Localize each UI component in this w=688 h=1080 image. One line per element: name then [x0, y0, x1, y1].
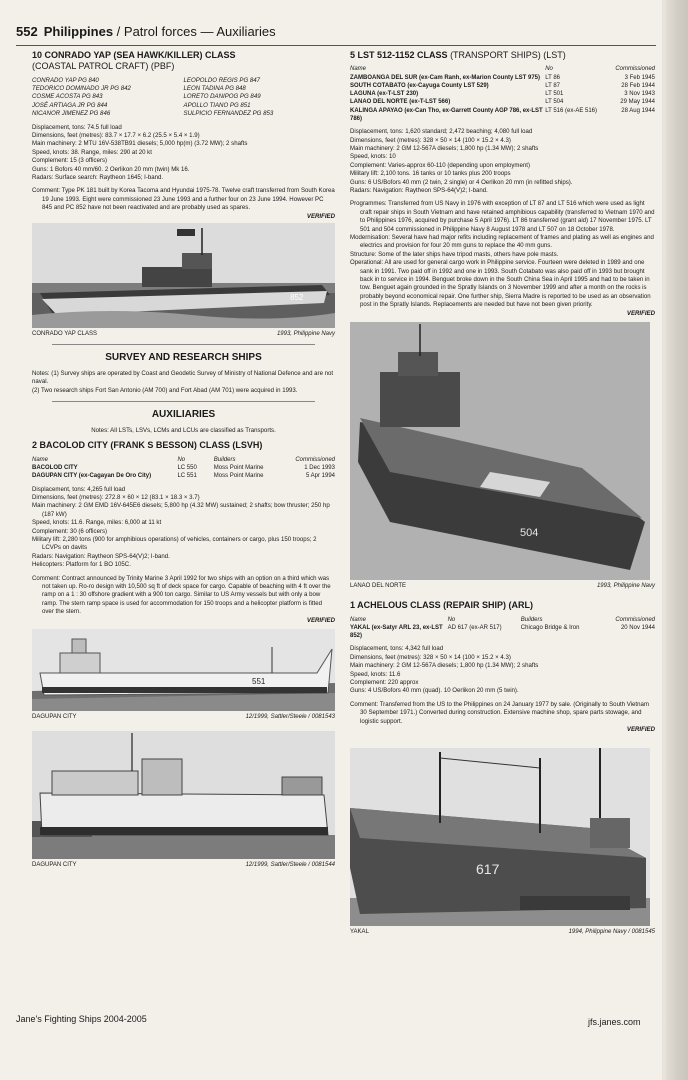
spec-line: Complement: Varies-approx 60-110 (depending upon employment) — [350, 161, 530, 169]
verified-label: VERIFIED — [306, 616, 335, 624]
names-left — [32, 77, 184, 119]
auxiliaries-heading: AUXILIARIES — [151, 409, 216, 421]
achelous-specs — [350, 645, 655, 695]
ship-name: COSME ACOSTA PG 843 — [32, 93, 103, 101]
caption-label: DAGUPAN CITY — [32, 862, 77, 869]
dagupan-photo-2 — [32, 731, 335, 859]
table-cell: KALINGA APAYAO (ex-Can Tho, ex-Garrett County AGP 786, ex-LST 786) — [350, 107, 543, 122]
lst-title-sub: (TRANSPORT SHIPS) (LST) — [450, 50, 566, 60]
spec-line: Dimensions, feet (metres): 83.7 × 17.7 × 6.2 (25.5 × 5.4 × 1.9) — [32, 131, 200, 139]
lst-operational: Operational: All are used for general cargo work in Philippine service. Fourteen were deleted in 1989 and one sank in 1991. Two paid off in 1992 and one in 1993. South Cotabato was also paid off in 1993 but brought back in to service in 1994. Benguet broke down in the South China Sea in April 1995 and had to be taken in tow. Benguet again grounded in the Spratly Islands on 3 November 1999 and after a month on the rocks is probably beyond economical repair. One further ship, Sierra Madre is reported to be used as an observation post in the Spratly Islands. Replacements are needed but have not been given priority. — [350, 259, 651, 309]
table-header: Name — [32, 456, 49, 463]
hull-number-551: 551 — [252, 677, 266, 687]
table-cell: LT 87 — [545, 82, 560, 89]
table-header: Builders — [213, 456, 236, 463]
conrado-yap-photo — [32, 223, 335, 328]
spec-line: Main machinery: 2 MTU 16V-538TB91 diesels; 5,000 hp(m) (3.72 MW); 2 shafts — [32, 140, 248, 148]
conrado-photo-caption — [32, 330, 335, 338]
dagupan-photo-1 — [32, 629, 335, 711]
caption-credit: 1994, Philippine Navy / 0081545 — [568, 929, 655, 936]
table-cell: Chicago Bridge & Iron — [520, 624, 580, 631]
spec-line: Displacement, tons: 74.5 full load — [32, 123, 122, 131]
lst-title-main: 5 LST 512-1152 CLASS — [350, 50, 448, 60]
right-column — [350, 50, 655, 937]
spec-line: Dimensions, feet (metres): 328 × 50 × 14 (100 × 15.2 × 4.3) — [350, 136, 511, 144]
dagupan-caption-2 — [32, 861, 335, 869]
table-cell: 29 May 1944 — [620, 99, 655, 106]
bacolod-specs — [32, 486, 335, 570]
dagupan-caption-1 — [32, 713, 335, 721]
verified-label: VERIFIED — [626, 309, 655, 317]
caption-label: DAGUPAN CITY — [32, 714, 77, 721]
table-row — [32, 472, 335, 480]
caption-credit: 1993, Philippine Navy — [596, 583, 655, 590]
ship-name: APOLLO TIANO PG 851 — [183, 101, 251, 109]
table-header: No — [177, 456, 186, 463]
spec-line: Radars: Surface search: Raytheon 1645; I-band. — [32, 173, 164, 181]
table-header: No — [545, 66, 553, 73]
table-cell: SOUTH COTABATO (ex-Cayuga County LST 529) — [350, 82, 489, 89]
header-section: Philippines — [43, 24, 114, 39]
header-rule — [16, 45, 656, 46]
table-cell: LAGUNA (ex-T-LST 230) — [350, 91, 419, 98]
caption-label: CONRADO YAP CLASS — [32, 331, 98, 337]
achelous-table — [350, 616, 655, 641]
table-cell: LT 516 (ex-AE 516) — [545, 107, 598, 114]
conrado-class-title: 10 CONRADO YAP (SEA HAWK/KILLER) CLASS — [32, 50, 236, 60]
lsv-image-1 — [32, 629, 335, 711]
table-row — [350, 74, 655, 82]
lst-modernisation: Modernisation: Several have had major refits including replacement of frames and plating as well as engines and electrics and provision for four 20 mm guns to replace the 40 mm guns. — [350, 233, 654, 250]
bacolod-comment: Comment: Contract announced by Trinity Marine 3 April 1992 for two ships with an option on a third which was not taken up. Ro-ro design with 10,500 sq ft of deck space for cargo. Capable of beaching with 4 ft over the ramp on a 1 : 30 offshore gradient with a 900 ton cargo. Similar to US Army vessels but with only a bow ramp. The stern ramp space is used for accommodation for 150 troops and a helicopter platform is fitted over the stern. — [32, 574, 331, 616]
table-cell: LT 504 — [545, 99, 564, 106]
spec-line: Helicopters: Platform for 1 BO 105C. — [32, 561, 131, 569]
spec-line: Displacement, tons: 1,620 standard; 2,472 beaching; 4,080 full load — [350, 128, 533, 136]
table-row — [350, 624, 655, 641]
table-cell: LT 501 — [545, 91, 564, 98]
bacolod-table — [32, 456, 335, 481]
auxiliaries-note: Notes: All LSTs, LSVs, LCMs and LCUs are classified as Transports. — [91, 427, 276, 435]
spec-line: Dimensions, feet (metres): 272.8 × 60 × 12 (83.1 × 18.3 × 3.7) — [32, 493, 200, 501]
table-header: Name — [350, 616, 367, 623]
spec-line: Guns: 6 US/Bofors 40 mm (2 twin, 2 single) or 4 Oerlikon 20 mm (in refitted ships). — [350, 178, 573, 186]
header-subsection: / Patrol forces — Auxiliaries — [116, 24, 276, 39]
spec-line: Military lift: 2,280 tons (900 for amphibious operations) of vehicles, containers or cargo, plus 150 troops; 2 LCVPs on davits — [32, 535, 317, 552]
table-header: Commissioned — [615, 66, 655, 73]
table-cell: YAKAL (ex-Satyr ARL 23, ex-LST 852) — [350, 624, 443, 640]
table-cell: LANAO DEL NORTE (ex-T-LST 566) — [350, 99, 451, 106]
spec-line: Speed, knots: 10 — [350, 153, 396, 161]
lst-specs — [350, 128, 655, 195]
names-right — [184, 77, 336, 119]
table-row — [32, 464, 335, 472]
table-row — [350, 90, 655, 98]
patrol-craft-image — [32, 223, 335, 328]
survey-heading: SURVEY AND RESEARCH SHIPS — [105, 352, 262, 364]
table-header: Name — [350, 66, 367, 73]
verified-label: VERIFIED — [626, 726, 655, 734]
table-header: Builders — [520, 616, 543, 623]
spec-line: Dimensions, feet (metres): 328 × 50 × 14 (100 × 15.2 × 4.3) — [350, 653, 511, 661]
table-cell: DAGUPAN CITY (ex-Cagayan De Oro City) — [32, 473, 152, 480]
conrado-class-subtitle: (COASTAL PATROL CRAFT) (PBF) — [32, 61, 175, 72]
spec-line: Displacement, tons: 4,342 full load — [350, 645, 444, 653]
table-cell: 5 Apr 1994 — [305, 473, 335, 480]
spec-line: Main machinery: 2 GM 12-567A diesels; 1,800 hp (1.34 MW); 2 shafts — [350, 662, 539, 670]
spec-line: Speed, knots: 11.6 — [350, 670, 401, 678]
table-cell: Moss Point Marine — [213, 473, 264, 480]
table-cell: 1 Dec 1993 — [304, 465, 335, 471]
ship-name: TEDORICO DOMINADO JR PG 842 — [32, 84, 131, 92]
bacolod-class-title: 2 BACOLOD CITY (FRANK S BESSON) CLASS (LSVH) — [32, 440, 263, 451]
hull-number-617: 617 — [476, 861, 500, 878]
conrado-comment: Comment: Type PK 181 built by Korea Tacoma and Hyundai 1975-78. Twelve craft transferred from South Korea 19 June 1993. Eight were commissioned 23 June 1993 and a further four on 23 June 1994. However PC 845 and PC 852 have not been reactivated and are probably used as spares. — [32, 187, 335, 212]
achelous-comment: Comment: Transferred from the US to the Philippines on 24 January 1977 by sale. (Originally to South Vietnam 30 September 1971.) Converted during construction. Extensive machine shop, spare parts stowage, and logistic support. — [350, 700, 649, 725]
spec-line: Radars: Navigation: Raytheon SPS-64(V)2; I-band. — [32, 552, 170, 560]
ship-name: LEOPOLDO REGIS PG 847 — [183, 76, 261, 84]
achelous-class-title: 1 ACHELOUS CLASS (REPAIR SHIP) (ARL) — [350, 600, 534, 611]
table-row — [350, 82, 655, 90]
table-cell: BACOLOD CITY — [32, 465, 78, 471]
table-cell: 3 Nov 1943 — [624, 91, 655, 98]
lsv-image-2 — [32, 731, 335, 859]
table-cell: LC 551 — [177, 473, 197, 480]
lst-image — [350, 322, 650, 580]
caption-credit: 12/1999, Sattler/Steele / 0081543 — [245, 714, 335, 721]
conrado-names — [32, 77, 335, 119]
table-row — [350, 107, 655, 124]
table-cell: AD 617 (ex-AR 517) — [447, 624, 502, 631]
caption-label: LANAO DEL NORTE — [350, 583, 407, 590]
spec-line: Complement: 15 (3 officers) — [32, 157, 108, 165]
lanao-photo-caption — [350, 582, 655, 590]
table-cell: 20 Nov 1944 — [620, 624, 655, 631]
lst-class-title — [350, 50, 655, 61]
conrado-specs — [32, 124, 335, 183]
spec-line: Main machinery: 2 GM EMD 16V-645E6 diesels; 5,800 hp (4.32 MW) sustained; 2 shafts; bow thruster; 250 hp (187 kW) — [32, 502, 330, 518]
spec-line: Complement: 220 approx — [350, 678, 419, 686]
ship-name: LEON TADINA PG 848 — [183, 84, 246, 92]
caption-credit: 1993, Philippine Navy — [276, 331, 335, 337]
running-header — [16, 24, 276, 39]
ship-name: NICANOR JIMENEZ PG 846 — [32, 110, 111, 118]
spec-line: Guns: 4 US/Bofors 40 mm (quad). 10 Oerlikon 20 mm (5 twin). — [350, 687, 519, 695]
table-cell: ZAMBOANGA DEL SUR (ex-Cam Ranh, ex-Marion County LST 975) — [350, 74, 541, 81]
ship-name: JOSÉ ARTIAGA JR PG 844 — [32, 101, 108, 109]
spec-line: Main machinery: 2 GM 12-567A diesels; 1,800 hp (1.34 MW); 2 shafts — [350, 144, 539, 152]
survey-note-2: (2) Two research ships Fort San Antonio (AM 700) and Fort Abad (AM 701) were acquired in 1993. — [32, 386, 298, 394]
table-cell: 3 Feb 1945 — [624, 74, 655, 81]
spec-line: Guns: 1 Bofors 40 mm/60. 2 Oerlikon 20 mm (twin) Mk 16. — [32, 165, 190, 173]
spec-line: Complement: 30 (6 officers) — [32, 527, 108, 535]
table-cell: 28 Aug 1944 — [621, 107, 655, 114]
repair-ship-image — [350, 748, 650, 926]
table-cell: Moss Point Marine — [213, 465, 264, 471]
yakal-photo-caption — [350, 928, 655, 936]
table-header: Commissioned — [295, 456, 335, 463]
caption-credit: 12/1999, Sattler/Steele / 0081544 — [245, 862, 335, 869]
page-number: 552 — [16, 24, 38, 39]
lst-structure: Structure: Some of the later ships have tripod masts, others have pole masts. — [350, 250, 559, 258]
table-row — [350, 98, 655, 106]
table-cell: LT 86 — [545, 74, 560, 81]
ship-name: SULPICIO FERNANDEZ PG 853 — [183, 110, 274, 118]
survey-note-1: Notes: (1) Survey ships are operated by Coast and Geodetic Survey of Ministry of National Defence and are not naval. — [32, 370, 334, 386]
section-rule — [52, 401, 315, 402]
verified-label: VERIFIED — [306, 212, 335, 220]
lst-table — [350, 65, 655, 123]
table-header: No — [447, 616, 456, 623]
table-header: Commissioned — [615, 616, 655, 623]
spec-line: Radars: Navigation: Raytheon SPS-64(V)2; I-band. — [350, 186, 488, 194]
hull-number-504: 504 — [520, 527, 539, 540]
spec-line: Displacement, tons: 4,265 full load — [32, 485, 126, 493]
footer-url: jfs.janes.com — [588, 1017, 641, 1027]
left-column — [32, 50, 335, 870]
lst-programmes: Programmes: Transferred from US Navy in 1976 with exception of LT 87 and LT 516 which were used as light craft repair ships in South Vietnam and have retained amphibious capability (transferred to Vietnam 1970 and to Philippines 1976, acquired by purchase 5 April 1976). LT 86 transferred (grant aid) 17 November 1975. LT 501 and 504 commissioned in Philippine Navy 8 August 1978 and LT 507 on 18 October 1978. — [350, 200, 655, 233]
footer-title: Jane's Fighting Ships 2004-2005 — [16, 1014, 147, 1024]
page-edge — [666, 0, 688, 1080]
spec-line: Military lift: 2,100 tons. 16 tanks or 10 tanks plus 200 troops — [350, 170, 511, 178]
table-cell: LC 550 — [177, 465, 197, 471]
hull-number-852: 852 — [290, 293, 304, 302]
ship-name: LORETO DANIPOG PG 849 — [183, 93, 261, 101]
section-rule — [52, 344, 315, 345]
caption-label: YAKAL — [350, 929, 369, 936]
spec-line: Speed, knots: 11.6. Range, miles: 6,000 at 11 kt — [32, 519, 162, 527]
table-cell: 28 Feb 1944 — [621, 82, 655, 89]
lanao-del-norte-photo — [350, 322, 650, 580]
ship-name: CONRADO YAP PG 840 — [32, 76, 99, 84]
yakal-photo — [350, 748, 650, 926]
spec-line: Speed, knots: 38. Range, miles: 290 at 20 kt — [32, 148, 152, 156]
